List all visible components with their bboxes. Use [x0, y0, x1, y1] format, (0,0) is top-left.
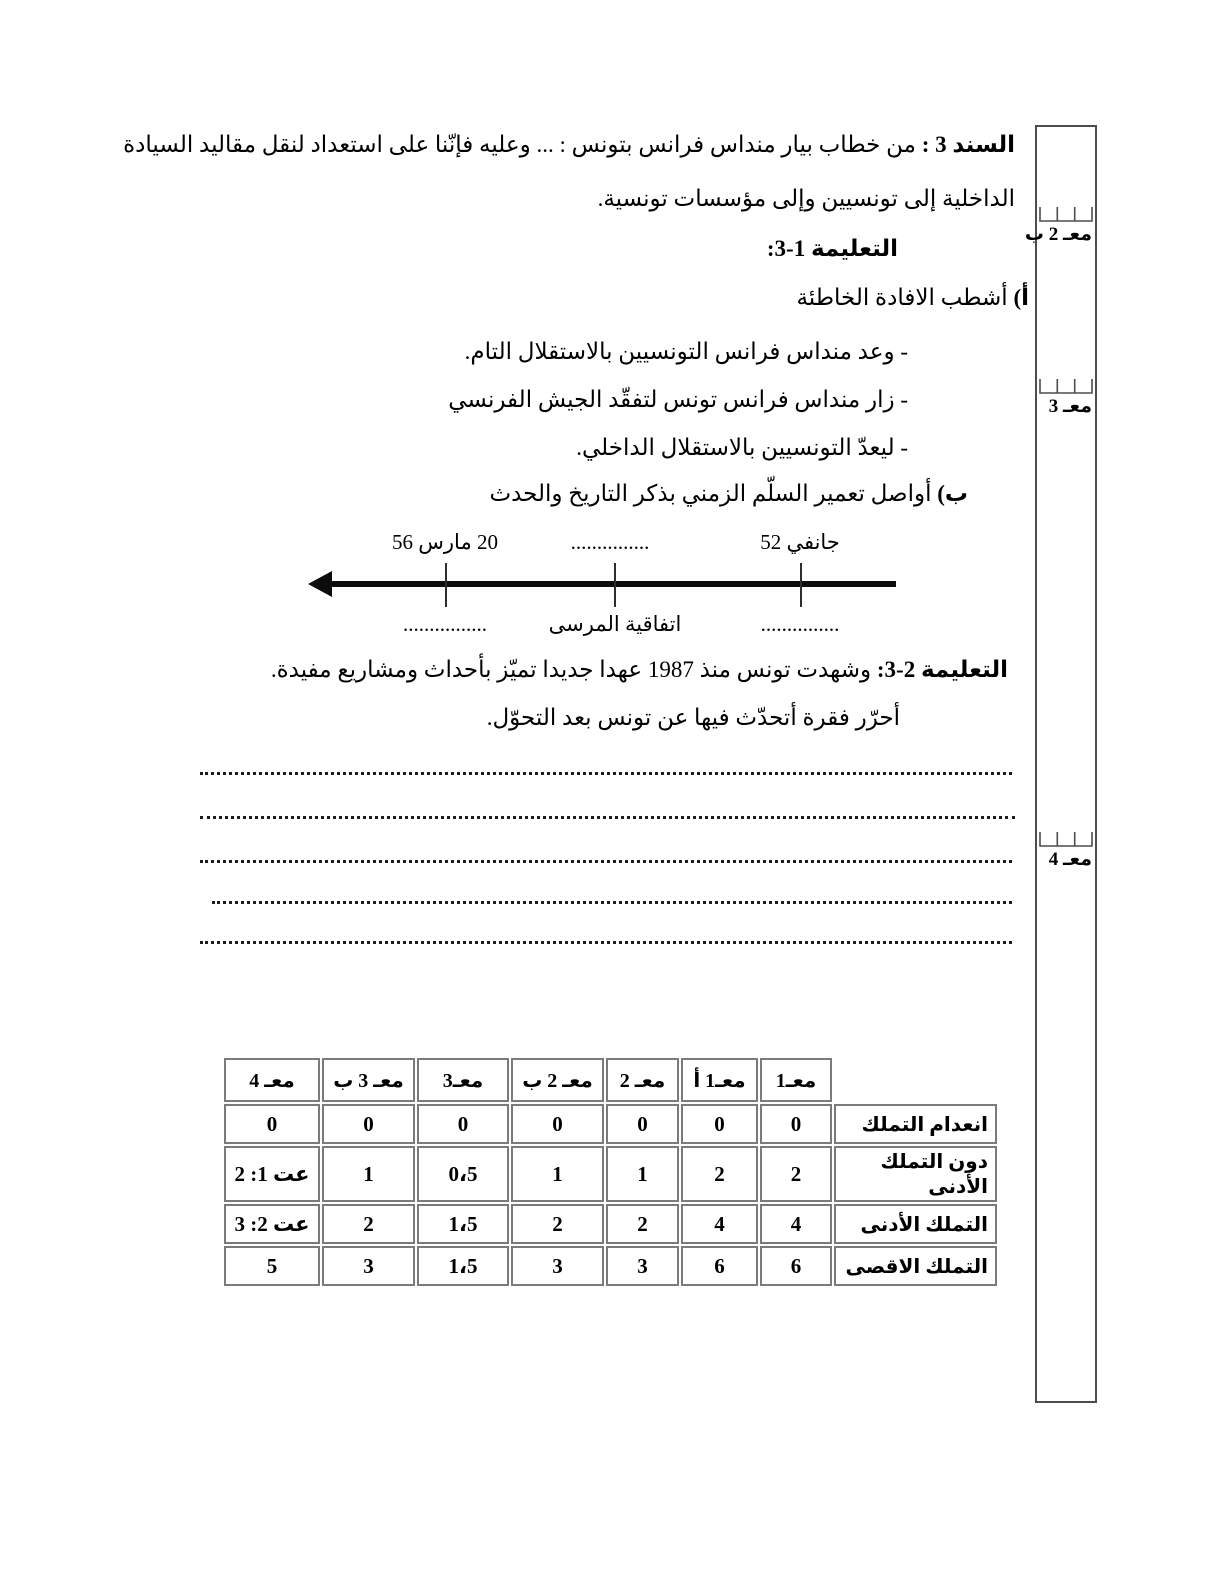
answer-line-5: [200, 941, 1012, 944]
timeline-label-left-above: 20 مارس 56: [392, 530, 498, 554]
timeline-label-left-below: ................: [403, 612, 487, 636]
grading-sidebar: [1024, 125, 1097, 1403]
timeline-tick-right: [800, 563, 802, 607]
instruction1-title: التعليمة 1-3:: [766, 236, 898, 261]
table-cell: عت 1: 2: [224, 1146, 320, 1202]
table-cell: 0: [606, 1104, 679, 1144]
table-cell: 4: [760, 1204, 832, 1244]
timeline-tick-mid: [614, 563, 616, 607]
instruction1-item-b: [489, 479, 968, 509]
table-header-row: [224, 1058, 997, 1102]
grade-mark-label: معـ 4: [1048, 849, 1092, 870]
table-cell: 1،5: [417, 1246, 509, 1286]
source-text: من خطاب بيار منداس فرانس بتونس : ... وعليه فإنّنا على استعداد لنقل مقاليد السيادة: [123, 132, 916, 157]
table-cell: 2: [606, 1204, 679, 1244]
item-a-text: أشطب الافادة الخاطئة: [796, 285, 1008, 310]
table-cell: 3: [511, 1246, 604, 1286]
table-row: [224, 1146, 997, 1202]
item-b-text: أواصل تعمير السلّم الزمني بذكر التاريخ والحدث: [489, 481, 932, 506]
timeline-label-right-below: ...............: [760, 612, 840, 636]
timeline-arrowhead-icon: [308, 571, 332, 597]
table-cell: 0: [760, 1104, 832, 1144]
item-a-marker: أ): [1013, 285, 1029, 310]
source-label: السند 3 :: [921, 132, 1015, 157]
timeline-axis: [330, 581, 896, 587]
table-cell: 2: [322, 1204, 415, 1244]
table-corner-blank: [834, 1058, 997, 1102]
table-header-cell: معـ 2 ب: [511, 1058, 604, 1102]
table-cell: 0،5: [417, 1146, 509, 1202]
table-header-cell: معـ1: [760, 1058, 832, 1102]
table-cell: 2: [681, 1146, 758, 1202]
table-cell: 4: [681, 1204, 758, 1244]
option-1: - وعد منداس فرانس التونسيين بالاستقلال التام.: [464, 339, 908, 364]
table-cell: 3: [322, 1246, 415, 1286]
answer-line-3: [200, 860, 1012, 863]
table-row-label: التملك الاقصى: [834, 1246, 997, 1286]
table-cell: 3: [606, 1246, 679, 1286]
item-b-marker: ب): [937, 481, 968, 506]
source-text-line1: [123, 130, 1015, 160]
table-cell: عت 2: 3: [224, 1204, 320, 1244]
grade-ticks-icon: [1039, 378, 1093, 394]
timeline-label-mid-above: ...............: [570, 530, 650, 554]
table-row-label: دون التملك الأدنى: [834, 1146, 997, 1202]
timeline-label-right-above: جانفي 52: [760, 530, 840, 554]
option-2: - زار منداس فرانس تونس لتفقّد الجيش الفرنسي: [448, 387, 908, 412]
table-header-cell: معـ 2: [606, 1058, 679, 1102]
table-row: [224, 1246, 997, 1286]
table-header-cell: معـ 3 ب: [322, 1058, 415, 1102]
table-cell: 2: [760, 1146, 832, 1202]
answer-line-1: [200, 772, 1012, 775]
table-cell: 6: [760, 1246, 832, 1286]
instruction2-text-line2: أحرّر فقرة أتحدّث فيها عن تونس بعد التحوّل.: [486, 705, 900, 730]
grade-mark-label: معـ 3: [1048, 396, 1092, 417]
table-row-label: انعدام التملك: [834, 1104, 997, 1144]
table-header-cell: معـ 4: [224, 1058, 320, 1102]
grade-ticks-icon: [1039, 206, 1093, 222]
table-cell: 1،5: [417, 1204, 509, 1244]
timeline-tick-left: [445, 563, 447, 607]
table-cell: 2: [511, 1204, 604, 1244]
answer-line-4: [212, 901, 1012, 904]
instruction2-text: وشهدت تونس منذ 1987 عهدا جديدا تميّز بأحداث ومشاريع مفيدة.: [270, 657, 872, 682]
grade-ticks-icon: [1039, 831, 1093, 847]
table-cell: 6: [681, 1246, 758, 1286]
grade-mark-label: معـ 2 ب: [1024, 224, 1092, 245]
table-row: [224, 1104, 997, 1144]
table-cell: 0: [511, 1104, 604, 1144]
table-cell: 0: [681, 1104, 758, 1144]
timeline-label-mid-below: اتفاقية المرسى: [548, 612, 682, 636]
table-cell: 1: [606, 1146, 679, 1202]
answer-line-2: [200, 816, 1015, 819]
option-3: - ليعدّ التونسيين بالاستقلال الداخلي.: [576, 435, 908, 460]
instruction2-title: التعليمة 2-3:: [876, 657, 1008, 682]
table-cell: 1: [511, 1146, 604, 1202]
table-row: [224, 1204, 997, 1244]
table-cell: 1: [322, 1146, 415, 1202]
instruction2-title-line: [271, 655, 1008, 685]
table-header-cell: معـ1 أ: [681, 1058, 758, 1102]
table-cell: 0: [224, 1104, 320, 1144]
grading-table: [222, 1056, 999, 1288]
table-cell: 0: [417, 1104, 509, 1144]
table-cell: 0: [322, 1104, 415, 1144]
source-text-line2: الداخلية إلى تونسيين وإلى مؤسسات تونسية.: [597, 186, 1015, 211]
instruction1-item-a: [796, 283, 1029, 313]
table-cell: 5: [224, 1246, 320, 1286]
table-row-label: التملك الأدنى: [834, 1204, 997, 1244]
table-header-cell: معـ3: [417, 1058, 509, 1102]
